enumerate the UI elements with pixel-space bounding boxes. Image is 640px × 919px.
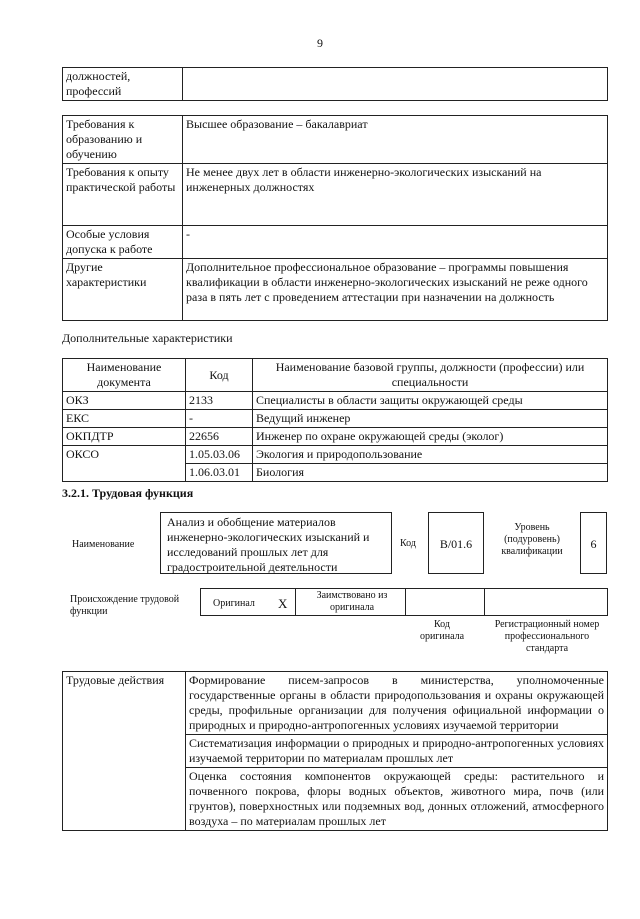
req-value: Дополнительное профессиональное образование – программы повышения квалификации в области инженерно-экологических изысканий не реже одного раза в пять лет с проведением аттестации при назначении на должность (183, 259, 608, 321)
actions-label: Трудовые действия (63, 672, 186, 831)
table-row (63, 259, 608, 321)
reg-caption: Регистрационный номер профессионального стандарта (494, 619, 600, 654)
table-row (63, 226, 608, 259)
additional-title: Дополнительные характеристики (62, 331, 233, 345)
function-code-label: Код (400, 538, 416, 549)
function-level-box (580, 512, 607, 574)
function-code-value: B/01.6 (439, 537, 473, 551)
table-header-row (63, 359, 608, 392)
table-row (63, 672, 608, 735)
table-row (63, 428, 608, 446)
divider (484, 588, 485, 616)
header-name: Наименование базовой группы, должности (профессии) или специальности (253, 359, 608, 392)
origin-label: Происхождение трудовой функции (70, 594, 180, 617)
table-row (63, 392, 608, 410)
original-label: Оригинал (213, 598, 255, 609)
cell-name: Специалисты в области защиты окружающей среды (253, 392, 608, 410)
req-value: Не менее двух лет в области инженерно-экологических изысканий на инженерных должностях (183, 164, 608, 226)
row-label: должностей, профессий (63, 68, 183, 101)
cell-code: 22656 (186, 428, 253, 446)
action-item: Оценка состояния компонентов окружающей среды: растительного и почвенного покрова, флоры водных объектов, животного мира, почв (или грунтов), поверхностных или подземных вод, донных отложений, атмосферного воздуха – по материалам прошлых лет (186, 768, 608, 831)
table-row (63, 410, 608, 428)
action-item: Формирование писем-запросов в министерства, уполномоченные государственные органы в области природопользования и охраны окружающей среды, профильные организации для получения официальной информации о природных и природно-антропогенных условиях изучаемой территории (186, 672, 608, 735)
cell-name: Ведущий инженер (253, 410, 608, 428)
cell-code: 1.05.03.06 (186, 446, 253, 464)
function-title: 3.2.1. Трудовая функция (62, 486, 194, 500)
origin-row (200, 588, 608, 616)
req-label: Требования к опыту практической работы (63, 164, 183, 226)
divider (295, 588, 296, 616)
row-value (183, 68, 608, 101)
code-caption: Код оригинала (419, 619, 465, 642)
table-row (63, 164, 608, 226)
cell-doc: ЕКС (63, 410, 186, 428)
table-row (63, 116, 608, 164)
continuation-table (62, 67, 608, 101)
function-name-label: Наименование (72, 539, 135, 550)
page-number: 9 (317, 36, 323, 50)
cell-name: Инженер по охране окружающей среды (эколог) (253, 428, 608, 446)
cell-name: Экология и природопользование (253, 446, 608, 464)
cell-name: Биология (253, 464, 608, 482)
req-value: Высшее образование – бакалавриат (183, 116, 608, 164)
cell-doc: ОКПДТР (63, 428, 186, 446)
requirements-table (62, 115, 608, 321)
borrowed-label: Заимствовано из оригинала (316, 590, 388, 613)
header-code: Код (186, 359, 253, 392)
action-item: Систематизация информации о природных и природно-антропогенных условиях изучаемой территории по материалам прошлых лет (186, 735, 608, 768)
header-doc: Наименование документа (63, 359, 186, 392)
req-label: Особые условия допуска к работе (63, 226, 183, 259)
cell-code: - (186, 410, 253, 428)
req-label: Другие характеристики (63, 259, 183, 321)
table-row (63, 446, 608, 464)
function-name-box (160, 512, 392, 574)
table-row (63, 68, 608, 101)
divider (405, 588, 406, 616)
additional-table (62, 358, 608, 482)
cell-doc: ОКСО (63, 446, 186, 482)
cell-doc: ОКЗ (63, 392, 186, 410)
cell-code: 1.06.03.01 (186, 464, 253, 482)
original-mark: X (278, 596, 288, 611)
function-code-box (428, 512, 484, 574)
req-value: - (183, 226, 608, 259)
actions-table (62, 671, 608, 831)
cell-code: 2133 (186, 392, 253, 410)
function-name-value: Анализ и обобщение материалов инженерно-экологических изысканий и исследований прошлых лет для градостроительной деятельности (167, 515, 370, 574)
req-label: Требования к образованию и обучению (63, 116, 183, 164)
function-level-value: 6 (590, 537, 597, 551)
function-level-label: Уровень (подуровень) квалификации (501, 522, 563, 557)
